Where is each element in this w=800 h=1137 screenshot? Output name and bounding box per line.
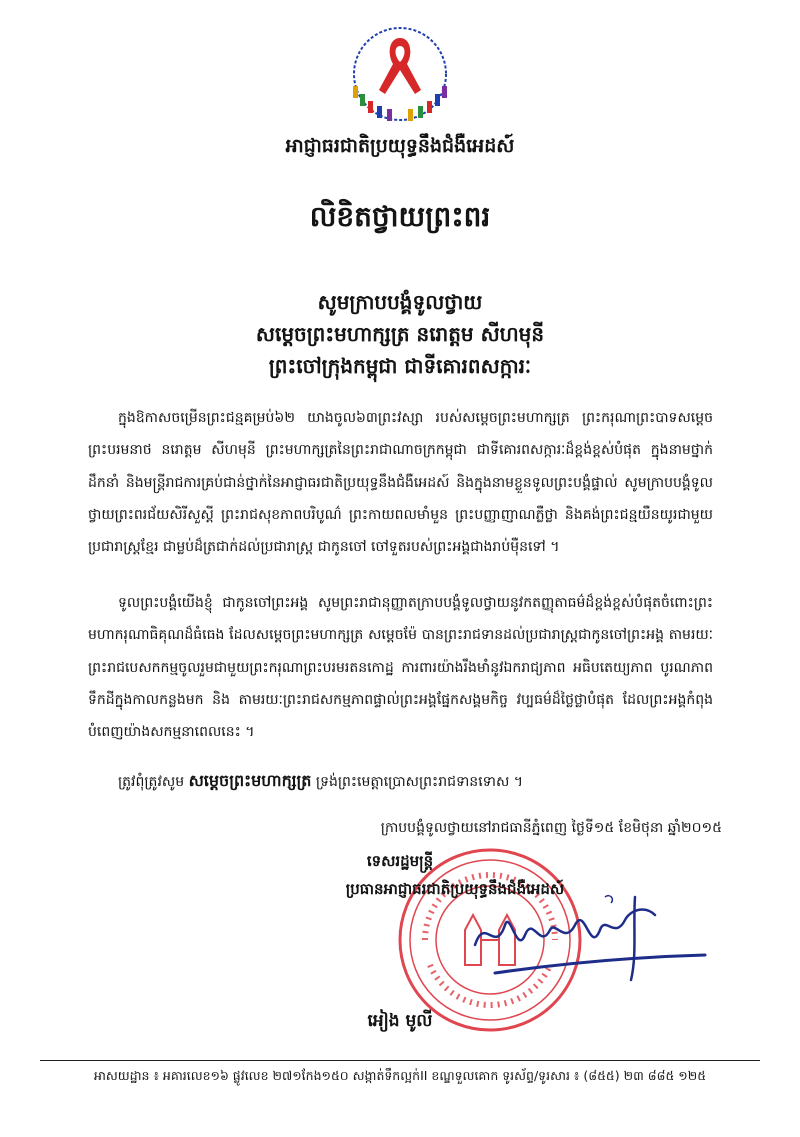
honorific-line-2: សម្តេចព្រះមហាក្សត្រ នរោត្តម សីហមុនី [255, 322, 545, 346]
national-aids-authority-logo [343, 24, 457, 124]
dateline: ក្រាបបង្គំទូលថ្វាយនៅរាជធានីភ្នំពេញ ថ្ងៃទី១៥ ខែមិថុនា ឆ្នាំ២០១៥ [380, 820, 722, 836]
signatory-position: ប្រធានអាជ្ញាធរជាតិប្រយុទ្ធនឹងជំងឺអេដស៍ [345, 880, 565, 898]
signatory-title: ទេសរដ្ឋមន្ត្រី [366, 852, 434, 870]
organization-name: អាជ្ញាធរជាតិប្រយុទ្ធនឹងជំងឺអេដស៍ [285, 135, 515, 157]
signatory-name: អៀង មូលី [367, 1011, 433, 1031]
handwritten-signature [455, 885, 715, 995]
honorific-line-1: សូមក្រាបបង្គំទូលថ្វាយ [317, 290, 483, 314]
closing-prefix: ត្រូវពុំត្រូវសូម [118, 774, 185, 790]
honorific-line-3: ព្រះចៅក្រុងកម្ពុជា ជាទីគោរពសក្ការៈ [268, 354, 532, 378]
closing-suffix: ទ្រង់ព្រះមេត្តាប្រោសព្រះរាជទានទោស ។ [315, 774, 523, 790]
closing-line [118, 765, 523, 798]
figures-ring [353, 86, 447, 121]
document-title: លិខិតថ្វាយព្រះពរ [309, 200, 491, 233]
footer-address: អាសយដ្ឋាន ៖ អគារលេខ១៦ ផ្លូវលេខ ២៧១កែង១៥០ សង្កាត់ទឹកល្អក់II ខណ្ឌទួលគោក ទូរស័ព្ទ/ទូរសារ ៖ (៨៥៥) ២៣ ៨៨៥ ១២៥ [93, 1068, 707, 1083]
body-paragraph-2: ទូលព្រះបង្គំយើងខ្ញុំ ជាកូនចៅព្រះអង្គ សូមព្រះរាជានុញ្ញាតក្រាបបង្គំទូលថ្វាយនូវកតញ្ញុតាធម៌ដ៏ខ្ពង់ខ្ពស់បំផុតចំពោះព្រះមហាករុណាធិគុណដ៏ធំធេង ដែលសម្តេចព្រះមហាក្សត្រ សម្តេចម៉ែ បានព្រះរាជទានដល់ប្រជារាស្ត្រជាកូនចៅព្រះអង្គ តាមរយៈព្រះរាជបេសកកម្មចូលរួមជាមួយព្រះករុណាព្រះបរមរតនកោដ្ឋ ការពារយ៉ាងរឹងមាំនូវឯករាជ្យភាព អធិបតេយ្យភាព បូរណភាពទឹកដីក្នុងកាលកន្លងមក និង តាមរយៈព្រះរាជសកម្មភាពផ្ទាល់ព្រះអង្គផ្នែកសង្គមកិច្ច វប្បធម៌ដ៏ថ្លៃថ្លាបំផុត ដែលព្រះអង្គកំពុងបំពេញយ៉ាងសកម្មនាពេលនេះ ។ [88, 595, 713, 741]
body-paragraph-1: ក្នុងឱកាសចម្រើនព្រះជន្មគម្រប់៦២ យាងចូល៦៣ព្រះវស្សា របស់សម្តេចព្រះមហាក្សត្រ ព្រះករុណាព្រះបាទសម្តេចព្រះបរមនាថ នរោត្តម សីហមុនី ព្រះមហាក្សត្រនៃព្រះរាជាណាចក្រកម្ពុជា ជាទីគោរពសក្ការៈដ៏ខ្ពង់ខ្ពស់បំផុត ក្នុងនាមថ្នាក់ដឹកនាំ និងមន្ត្រីរាជការគ្រប់ជាន់ថ្នាក់នៃអាជ្ញាធរជាតិប្រយុទ្ធនឹងជំងឺអេដស៍ និងក្នុងនាមខ្លួនទូលព្រះបង្គំផ្ទាល់ សូមក្រាបបង្គំទូលថ្វាយព្រះពរជ័យសិរីសួស្តី ព្រះរាជសុខភាពបរិបូណ៌ ព្រះកាយពលមាំមួន ព្រះបញ្ញាញាណភ្លឺថ្លា និងគង់ព្រះជន្មយឺនយូរជាមួយប្រជារាស្ត្រខ្មែរ ជាម្លប់ដ៏ត្រជាក់ដល់ប្រជារាស្ត្រ ជាកូនចៅ ចៅទួតរបស់ព្រះអង្គជាងរាប់ម៉ឺនទៅ ។ [88, 410, 713, 556]
red-ribbon-icon [379, 38, 421, 94]
closing-royal-title: សម្តេចព្រះមហាក្សត្រ [188, 771, 312, 790]
footer-divider [40, 1060, 760, 1061]
